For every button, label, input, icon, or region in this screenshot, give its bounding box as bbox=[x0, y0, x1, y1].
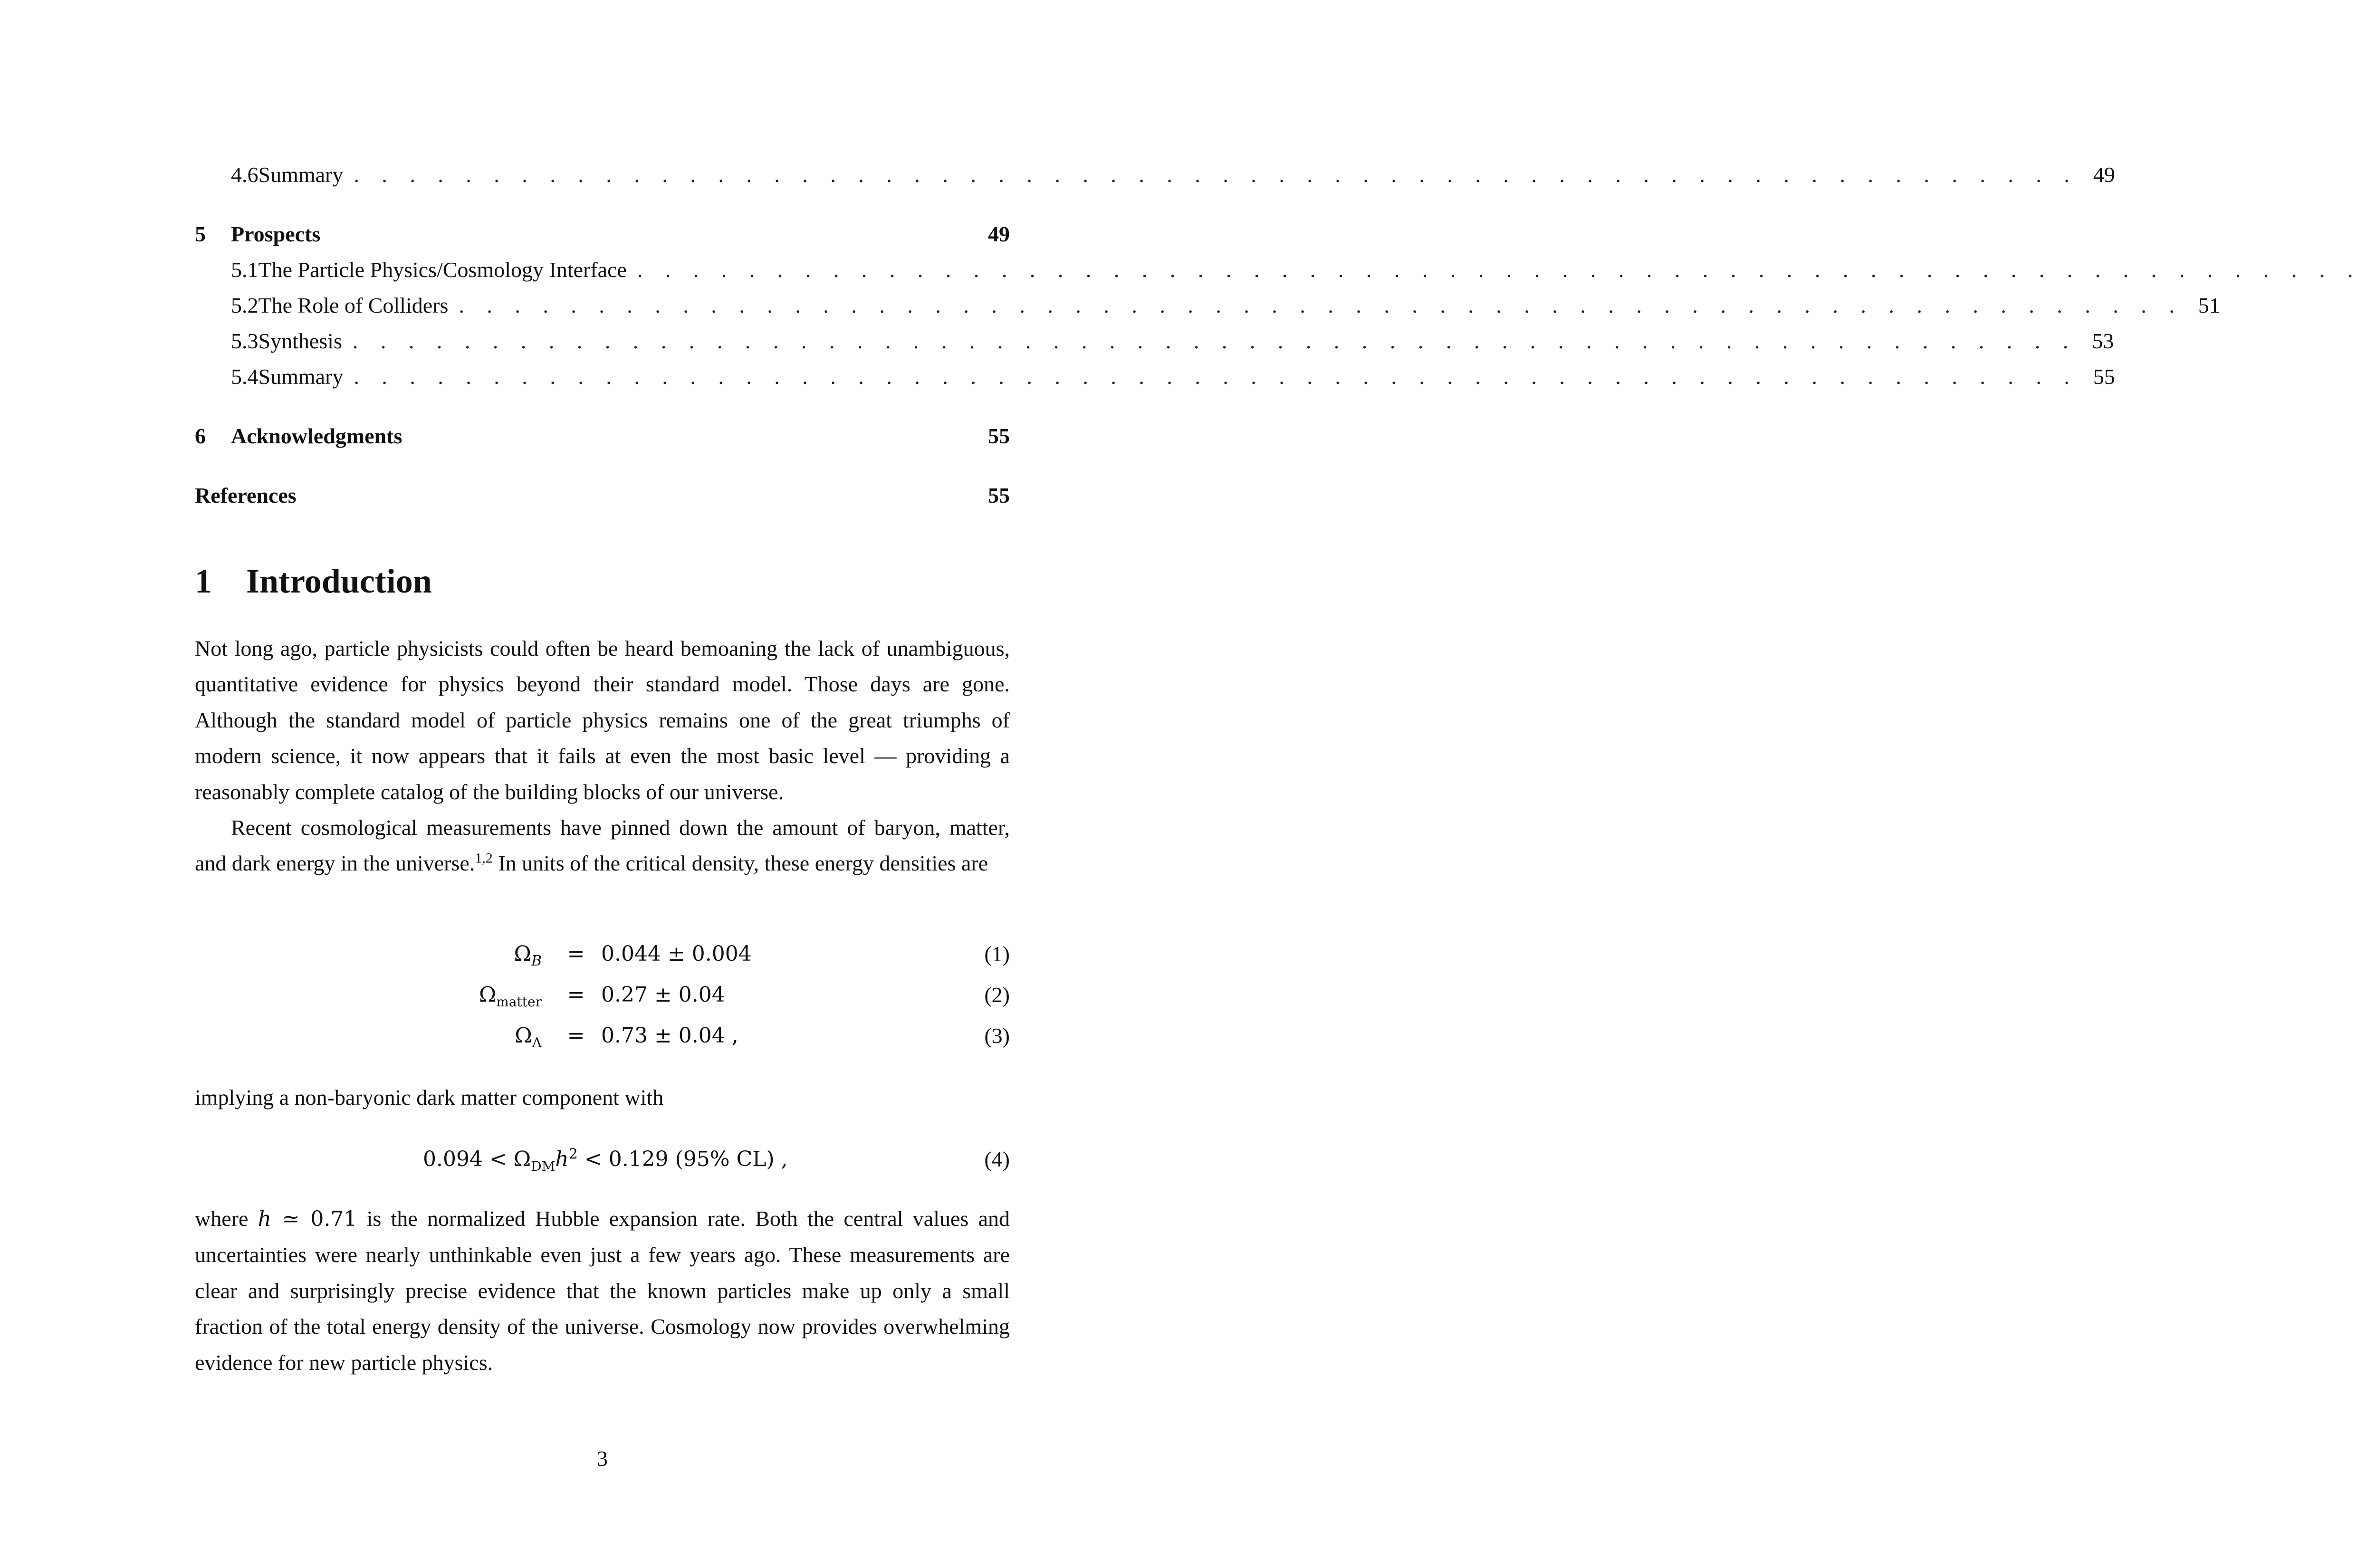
equation-rhs: 0.73 ± 0.04 , bbox=[601, 1023, 738, 1048]
paragraph-text: Recent cosmological measurements have pinned down the amount of baryon, matter, and dark energy in the universe. bbox=[195, 815, 1010, 876]
page-number: 3 bbox=[597, 1446, 608, 1471]
equation-superscript: 2 bbox=[568, 1146, 578, 1163]
toc-dot-leader: . . . . . . . . . . . . . . . . . . . . . . . . . . . . . . . . . . . . . . . . . . . . . . . . . . . . . . . . . . . . . . bbox=[459, 293, 2183, 317]
intro-paragraph-2 bbox=[195, 810, 1010, 881]
toc-title: Summary bbox=[258, 163, 344, 187]
toc-dot-leader: . . . . . . . . . . . . . . . . . . . . . . . . . . . . . . . . . . . . . . . . . . . . . . . . . . . . . . . . . . . . . . bbox=[352, 329, 2077, 353]
toc-number: 5.1 bbox=[231, 258, 259, 282]
section-title: Introduction bbox=[246, 562, 432, 600]
toc-entry-4-6[interactable] bbox=[195, 161, 2115, 189]
equation-number: (1) bbox=[984, 942, 1010, 966]
toc-number: 4.6 bbox=[231, 163, 259, 187]
equation-right: < 0.129 (95% CL) , bbox=[577, 1147, 788, 1171]
toc-entry-5-2[interactable] bbox=[195, 291, 2220, 320]
toc-page bbox=[2374, 256, 2376, 284]
omega-symbol: Ω bbox=[514, 942, 531, 966]
toc-title: References bbox=[195, 483, 297, 507]
equation-variable: h bbox=[555, 1147, 569, 1171]
equation-relation: = bbox=[567, 1023, 585, 1048]
toc-entry-5-1[interactable] bbox=[195, 256, 2362, 284]
equation-number: (4) bbox=[984, 1147, 1010, 1171]
toc-page: 55 bbox=[988, 424, 1010, 448]
equation-lhs bbox=[515, 1018, 542, 1061]
equation-number: (2) bbox=[984, 983, 1010, 1007]
toc-number: 6 bbox=[195, 424, 206, 448]
section-heading bbox=[195, 560, 432, 602]
paragraph-text: is the normalized Hubble expansion rate. Both the central values and uncertainties were nearly unthinkable even just a few years ago. These measurements are clear and surprisingly precise evidence that the known particles make up only a small fraction of the total energy density of the universe. Cosmology now provides overwhelming evidence for new particle physics. bbox=[195, 1206, 1010, 1375]
equation-rhs: 0.044 ± 0.004 bbox=[601, 942, 752, 966]
equation-relation: = bbox=[567, 983, 585, 1007]
paragraph-text: In units of the critical density, these energy densities are bbox=[492, 851, 988, 876]
toc-entry-6[interactable] bbox=[195, 422, 1010, 450]
toc-dot-leader: . . . . . . . . . . . . . . . . . . . . . . . . . . . . . . . . . . . . . . . . . . . . . . . . . . . . . . . . . . . . . . bbox=[354, 364, 2078, 389]
omega-symbol: Ω bbox=[515, 1023, 532, 1048]
equation-relation: = bbox=[567, 942, 585, 966]
equation-body bbox=[423, 1141, 788, 1185]
toc-title: The Role of Colliders bbox=[258, 293, 449, 317]
equation-lhs bbox=[479, 977, 542, 1020]
equation-subscript: matter bbox=[496, 994, 542, 1010]
toc-title: The Particle Physics/Cosmology Interface bbox=[258, 258, 627, 282]
toc-page: 49 bbox=[2093, 163, 2115, 187]
equation-rhs: 0.27 ± 0.04 bbox=[601, 983, 725, 1007]
toc-page: 55 bbox=[988, 483, 1010, 507]
toc-title: Acknowledgments bbox=[231, 424, 402, 448]
math-variable: h bbox=[258, 1207, 271, 1231]
equation-subscript: DM bbox=[531, 1158, 556, 1174]
toc-number: 5 bbox=[195, 222, 206, 246]
toc-page: 53 bbox=[2092, 329, 2114, 353]
section-number: 1 bbox=[195, 562, 212, 600]
toc-dot-leader: . . . . . . . . . . . . . . . . . . . . . . . . . . . . . . . . . . . . . . . . . . . . . . . . . . . . . . . . . . . . . . bbox=[637, 258, 2362, 282]
equation-4 bbox=[195, 1141, 1010, 1177]
math-expression: ≃ 0.71 bbox=[271, 1207, 357, 1231]
omega-symbol: Ω bbox=[479, 983, 497, 1007]
paragraph-text: where bbox=[195, 1206, 258, 1231]
equation-lhs bbox=[514, 936, 542, 979]
equation-subscript: B bbox=[531, 953, 542, 969]
intro-paragraph-1: Not long ago, particle physicists could often be heard bemoaning the lack of unambiguous, quantitative evidence for physics beyond their standard model. Those days are gone. Although the standard model of particle physics remains one of the great triumphs of modern science, it now appears that it fails at even the most basic level — providing a reasonably complete catalog of the building blocks of our universe. bbox=[195, 636, 1010, 804]
toc-number: 5.2 bbox=[231, 293, 259, 317]
equation-number: (3) bbox=[984, 1023, 1010, 1048]
paper-page bbox=[195, 0, 2362, 1568]
toc-entry-5-4[interactable] bbox=[195, 363, 2115, 391]
toc-page: 51 bbox=[2198, 293, 2220, 317]
equation-subscript: Λ bbox=[532, 1035, 542, 1051]
toc-title: Prospects bbox=[231, 222, 321, 246]
toc-number: 5.3 bbox=[231, 329, 259, 353]
toc-page: 49 bbox=[988, 222, 1010, 246]
equation-2 bbox=[195, 977, 1010, 1013]
citation-ref[interactable]: 1,2 bbox=[475, 851, 493, 867]
toc-entry-references[interactable] bbox=[195, 481, 1010, 510]
toc-dot-leader: . . . . . . . . . . . . . . . . . . . . . . . . . . . . . . . . . . . . . . . . . . . . . . . . . . . . . . . . . . . . . . bbox=[354, 163, 2078, 187]
equation-3 bbox=[195, 1018, 1010, 1054]
intro-paragraph-4 bbox=[195, 1201, 1010, 1380]
toc-number: 5.4 bbox=[231, 364, 259, 389]
toc-title: Synthesis bbox=[258, 329, 342, 353]
toc-entry-5[interactable] bbox=[195, 220, 1010, 249]
toc-entry-5-3[interactable] bbox=[195, 327, 2114, 355]
equation-left: 0.094 < Ω bbox=[423, 1147, 531, 1171]
intro-paragraph-3: implying a non-baryonic dark matter component with bbox=[195, 1085, 664, 1109]
equation-1 bbox=[195, 936, 1010, 972]
toc-page: 55 bbox=[2093, 364, 2115, 389]
toc-title: Summary bbox=[258, 364, 344, 389]
